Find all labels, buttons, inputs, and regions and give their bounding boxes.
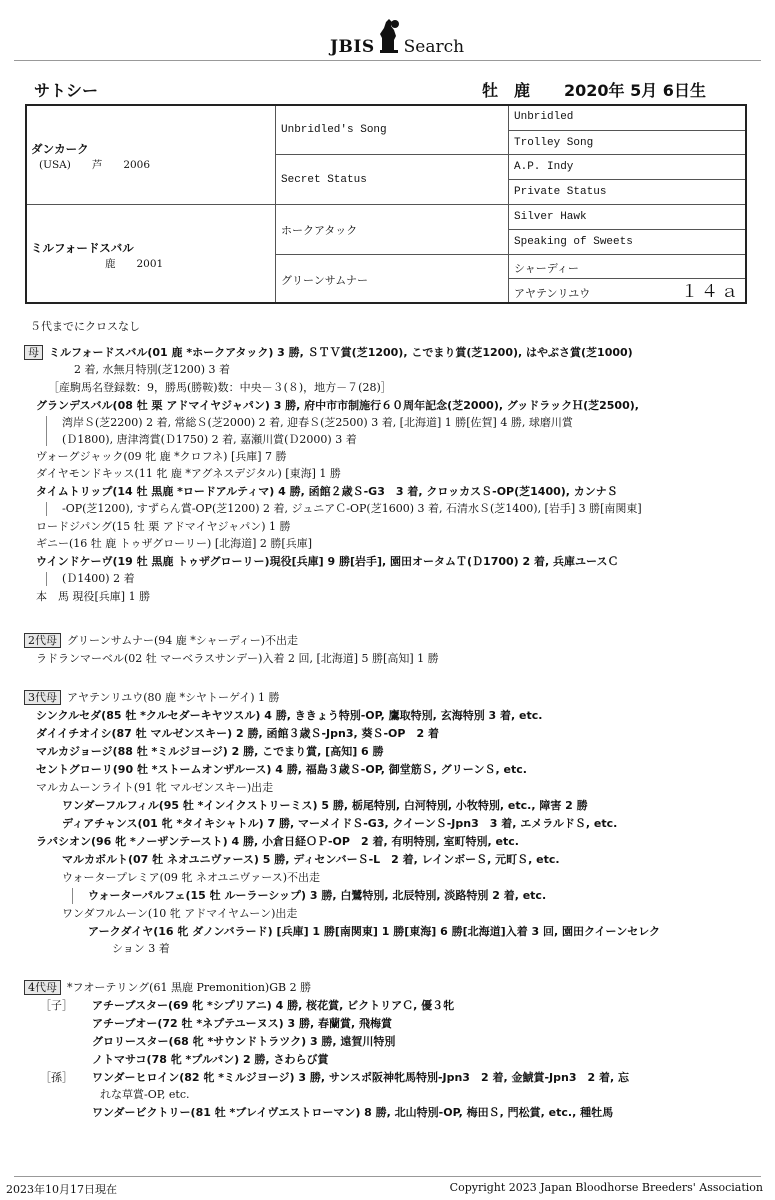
logo-jbis-text: JBIS [330,37,375,57]
section-tag-2nd-dam: 2代母 [24,633,61,648]
footer-date: 2023年10月17日現在 [6,1183,117,1196]
sire-info: (USA) 芦 2006 [39,159,151,171]
third-dam-line [24,690,280,706]
offspring-entry[interactable]: ダイイチオイシ(87 牡 マルゼンスキー) 2 勝, 函館３歳Ｓ-Jpn3, 葵Ｓ-OP 2 着 [36,727,439,740]
offspring-entry[interactable]: グランデスバル(08 牡 栗 アドマイヤジャパン) 3 勝, 府中市市制施行６０周年記念(芝2000), グッドラックＨ(芝2500), [36,399,639,412]
pedigree-row-divider [508,130,745,131]
dam-produce-record: ［産駒馬名登録数：9，勝馬(勝鞍)数：中央－３(８)，地方－７(28)］ [48,381,392,394]
offspring-entry[interactable]: ワンダービクトリー(81 牡 *ブレイヴエストローマン) 8 勝, 北山特別-OP, 梅田Ｓ, 門松賞, etc., 種牡馬 [92,1106,614,1119]
offspring-entry[interactable]: ワンダーフルフィル(95 牡 *インイクストリーミス) 5 勝, 栃尾特別, 白河特別, 小牧特別, etc., 障害 2 勝 [62,799,588,812]
family-number: １４ａ [681,282,741,302]
offspring-entry[interactable]: アチーブスター(69 牝 *シプリアニ) 4 勝, 桜花賞, ビクトリアＣ, 優３牝 [92,999,455,1012]
dam-dam[interactable]: グリーンサムナー [281,274,369,287]
continuation-bar [72,888,73,904]
offspring-entry[interactable]: アチーブオー(72 牡 *ネプテユーヌス) 3 勝, 春蘭賞, 飛梅賞 [92,1017,393,1030]
pedigree-row-divider [508,179,745,180]
offspring-entry[interactable]: マルカボルト(07 牡 ネオユニヴァース) 5 勝, ディセンバーＳ-L 2 着, レインボーＳ, 元町Ｓ, etc. [62,853,560,866]
offspring-entry[interactable]: ワンダーヒロイン(82 牝 *ミルジヨージ) 3 勝, サンスポ阪神牝馬特別-Jpn3 2 着, 金鯱賞-Jpn3 2 着, 忘 [92,1071,629,1084]
dam-sire[interactable]: ホークアタック [281,224,358,237]
horse-rider-icon [376,16,402,56]
second-dam-line [24,633,298,649]
pedigree-row-divider [275,254,745,255]
grandchildren-label: ［孫］ [40,1071,73,1084]
dam-line [24,345,633,361]
offspring-entry: ヴォーグジャック(09 牝 鹿 *クロフネ) [兵庫] 7 勝 [36,450,287,463]
gen3-ancestor[interactable]: Speaking of Sweets [514,236,633,248]
horse-sex: 牡 [482,81,499,100]
offspring-entry[interactable]: アークダイヤ(16 牝 ダノンバラード) [兵庫] 1 勝[南関東] 1 勝[東海] 6 勝[北海道]入着 3 回, 園田クイーンセレク [88,925,661,938]
offspring-entry[interactable]: ウォーターパルフェ(15 牡 ルーラーシップ) 3 勝, 白鷺特別, 北辰特別, 淡路特別 2 着, etc. [88,889,547,902]
continuation-bar [46,572,47,586]
fourth-dam-line [24,980,311,996]
offspring-entry: マルカムーンライト(91 牝 マルゼンスキー)出走 [36,781,274,794]
offspring-entry[interactable]: セントグローリ(90 牡 *ストームオンザルース) 4 勝, 福島３歳Ｓ-OP, 御堂筋Ｓ, グリーンＳ, etc. [36,763,527,776]
offspring-entry[interactable]: タイムトリップ(14 牡 黒鹿 *ロードアルティマ) 4 勝, 函館２歳Ｓ-G3 3 着, クロッカスＳ-OP(芝1400), カンナＳ [36,485,618,498]
sire-sire[interactable]: Unbridled's Song [281,124,387,136]
jbis-search-logo[interactable] [330,16,464,57]
offspring-entry[interactable]: ディアチャンス(01 牝 *タイキシャトル) 7 勝, マーメイドＳ-G3, クイーンＳ-Jpn3 3 着, エメラルドＳ, etc. [62,817,618,830]
dam-info: 鹿 2001 [105,258,164,270]
offspring-entry-cont: れな草賞-OP, etc. [100,1088,190,1101]
continuation-bar [46,502,47,516]
offspring-entry: ロードジパング(15 牡 栗 アドマイヤジャパン) 1 勝 [36,520,291,533]
section-tag-4th-dam: 4代母 [24,980,61,995]
gen3-ancestor[interactable]: Private Status [514,186,607,198]
offspring-entry[interactable]: ラパシオン(96 牝 *ノーザンテースト) 4 勝, 小倉日経ＯＰ-OP 2 着, 有明特別, 室町特別, etc. [36,835,519,848]
offspring-entry[interactable]: ウインドケーヴ(19 牡 黒鹿 トゥザグローリー)現役[兵庫] 9 勝[岩手], 園田オータムＴ(Ｄ1700) 2 着, 兵庫ユースＣ [36,555,619,568]
inbreeding-note: ５代までにクロスなし [30,320,140,333]
offspring-entry[interactable]: シンクルセダ(85 牡 *クルセダーキヤツスル) 4 勝, ききょう特別-OP, 鷹取特別, 玄海特別 3 着, etc. [36,709,543,722]
dam-name[interactable]: ミルフォードスバル [31,241,134,255]
sire-name[interactable]: ダンカーク [31,142,89,156]
horse-name: サトシー [34,81,99,100]
horse-birthdate: 2020年 5月 6日生 [564,81,706,100]
logo-search-text: Search [403,37,465,57]
children-label: ［子］ [40,999,73,1012]
offspring-entry[interactable]: マルカジョージ(88 牡 *ミルジヨージ) 2 勝, こでまり賞, [高知] 6 勝 [36,745,384,758]
offspring-entry-cont: ション 3 着 [112,942,170,955]
header-divider [14,60,761,61]
horse-color: 鹿 [514,81,531,100]
offspring-entry-cont: (Ｄ1400) 2 着 [62,572,135,585]
gen3-ancestor[interactable]: Unbridled [514,111,574,123]
offspring-entry[interactable]: グロリースター(68 牝 *サウンドトラツク) 3 勝, 遠賀川特別 [92,1035,396,1048]
sire-dam[interactable]: Secret Status [281,174,367,186]
offspring-entry[interactable]: ノトマサコ(78 牝 *プルパン) 2 勝, さわらび賞 [92,1053,329,1066]
gen3-ancestor[interactable]: Trolley Song [514,137,594,149]
gen3-ancestor[interactable]: アヤテンリユウ [514,287,591,300]
gen3-ancestor[interactable]: Silver Hawk [514,211,587,223]
offspring-entry: ウォータープレミア(09 牝 ネオユニヴァース)不出走 [62,871,321,884]
offspring-entry: ダイヤモンドキッス(11 牝 鹿 *アグネスデジタル) [東海] 1 勝 [36,467,341,480]
dam-summary-cont: 2 着, 水無月特別(芝1200) 3 着 [74,363,231,376]
gen3-ancestor[interactable]: A.P. Indy [514,161,574,173]
pedigree-row-divider [275,154,745,155]
third-dam-summary[interactable]: アヤテンリユウ(80 鹿 *シヤトーゲイ) 1 勝 [67,691,280,704]
fourth-dam-summary[interactable]: *フオーテリング(61 黒鹿 Premonition)GB 2 勝 [67,981,312,994]
offspring-entry: ワンダフルムーン(10 牝 アドマイヤムーン)出走 [62,907,298,920]
pedigree-row-divider [27,204,745,205]
footer-copyright: Copyright 2023 Japan Bloodhorse Breeders' Association [449,1181,763,1194]
section-tag-3rd-dam: 3代母 [24,690,61,705]
offspring-entry-cont: 湾岸Ｓ(芝2200) 2 着, 常総Ｓ(芝2000) 2 着, 迎春Ｓ(芝2500) 3 着, [北海道] 1 勝[佐賀] 4 勝, 球磨川賞 [62,416,573,429]
gen3-ancestor[interactable]: シャーディー [514,262,579,275]
offspring-entry: ギニー(16 牡 鹿 トゥザグローリー) [北海道] 2 勝[兵庫] [36,537,313,550]
dam-summary[interactable]: ミルフォードスバル(01 鹿 *ホークアタック) 3 勝, ＳＴＶ賞(芝1200), こでまり賞(芝1200), はやぶさ賞(芝1000) [49,346,633,359]
pedigree-table [25,104,747,304]
continuation-bar [46,416,47,446]
horse-title-row [30,78,730,100]
offspring-entry-cont: (Ｄ1800), 唐津湾賞(Ｄ1750) 2 着, 嘉瀬川賞(Ｄ2000) 3 着 [62,433,357,446]
footer-divider [14,1176,761,1177]
self-entry: 本 馬 現役[兵庫] 1 勝 [36,590,151,603]
second-dam-summary[interactable]: グリーンサムナー(94 鹿 *シャーディー)不出走 [67,634,298,647]
pedigree-row-divider [508,229,745,230]
offspring-entry-cont: -OP(芝1200), すずらん賞-OP(芝1200) 2 着, ジュニアＣ-OP(芝1600) 3 着, 石清水Ｓ(芝1400), [岩手] 3 勝[南関東] [62,502,642,515]
header [0,10,775,58]
section-tag-dam: 母 [24,345,43,360]
offspring-entry: ラドランマーベル(02 牡 マーベラスサンデー)入着 2 回, [北海道] 5 勝[高知] 1 勝 [36,652,439,665]
